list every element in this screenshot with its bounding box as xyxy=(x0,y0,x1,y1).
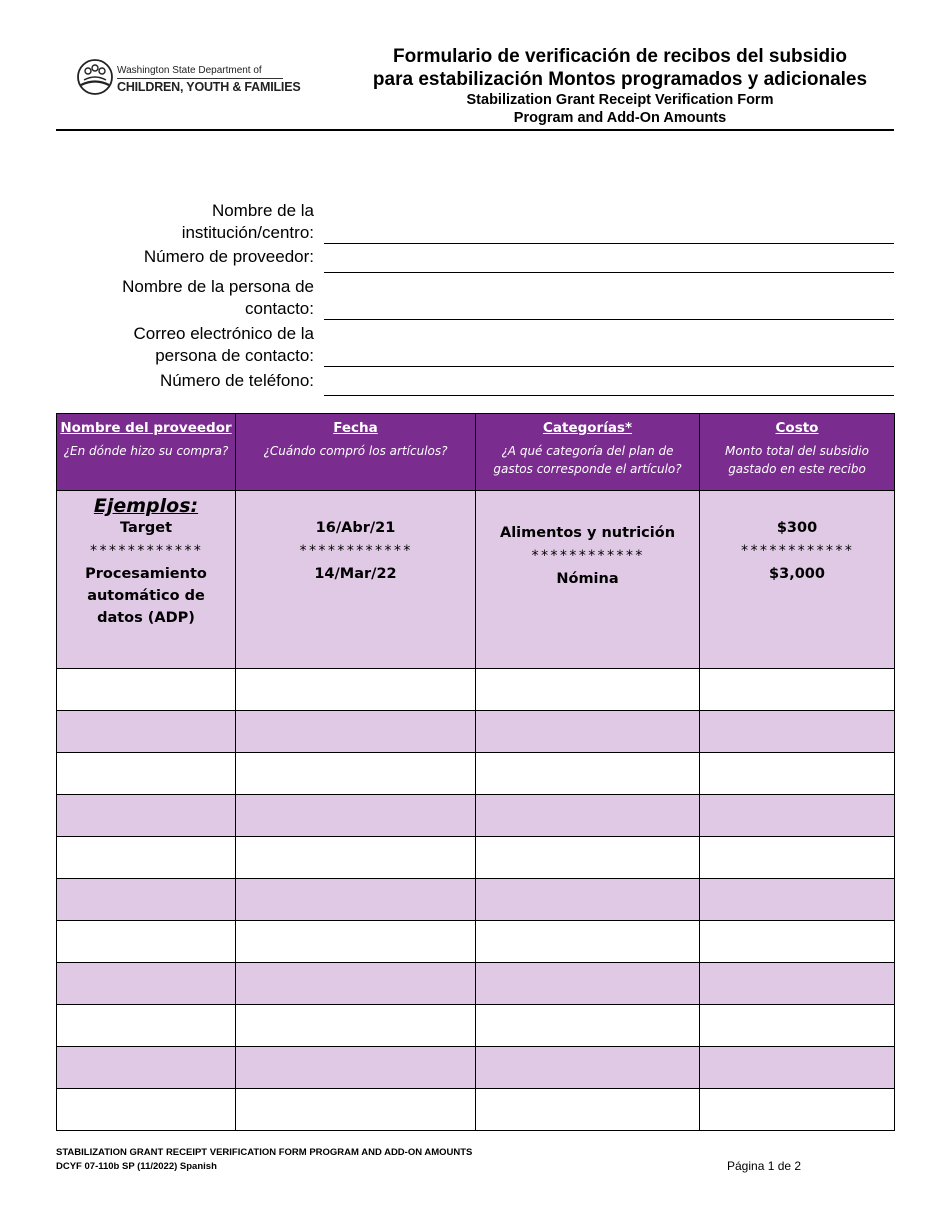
header-divider xyxy=(56,129,894,131)
table-row xyxy=(57,669,895,711)
date-cell[interactable] xyxy=(236,1089,476,1131)
table-row xyxy=(57,1047,895,1089)
contact-email-label: Correo electrónico de la persona de contacto: xyxy=(133,324,314,365)
dcyf-logo xyxy=(76,58,301,100)
cost-cell[interactable] xyxy=(700,753,895,795)
example-cost-cell: $300 ************ $3,000 xyxy=(700,491,895,669)
category-cell[interactable] xyxy=(476,711,700,753)
table-header-row xyxy=(57,414,895,491)
category-cell[interactable] xyxy=(476,753,700,795)
receipts-table xyxy=(56,413,895,1131)
table-row xyxy=(57,921,895,963)
column-header-categories: Categorías* ¿A qué categoría del plan de gastos corresponde el artículo? xyxy=(476,414,700,491)
cost-cell[interactable] xyxy=(700,795,895,837)
date-cell[interactable] xyxy=(236,753,476,795)
provider-cell[interactable] xyxy=(57,837,236,879)
category-cell[interactable] xyxy=(476,795,700,837)
provider-number-label: Número de proveedor: xyxy=(143,247,314,266)
table-row xyxy=(57,711,895,753)
category-cell[interactable] xyxy=(476,1089,700,1131)
title-english-line-2: Program and Add-On Amounts xyxy=(513,110,727,126)
provider-cell[interactable] xyxy=(57,795,236,837)
table-row xyxy=(57,753,895,795)
contact-email-field[interactable] xyxy=(324,366,894,367)
examples-heading: Ejemplos: xyxy=(93,495,199,517)
logo-line-1: Washington State Department of xyxy=(117,65,262,76)
table-row xyxy=(57,963,895,1005)
example-category-cell: Alimentos y nutrición ************ Nómina xyxy=(476,491,700,669)
cost-cell[interactable] xyxy=(700,711,895,753)
logo-line-2: CHILDREN, YOUTH & FAMILIES xyxy=(117,80,301,94)
cost-cell[interactable] xyxy=(700,837,895,879)
date-cell[interactable] xyxy=(236,921,476,963)
category-cell[interactable] xyxy=(476,879,700,921)
provider-cell[interactable] xyxy=(57,711,236,753)
date-cell[interactable] xyxy=(236,1005,476,1047)
cost-cell[interactable] xyxy=(700,921,895,963)
table-row xyxy=(57,1005,895,1047)
category-cell[interactable] xyxy=(476,1005,700,1047)
contact-name-label: Nombre de la persona de contacto: xyxy=(122,277,314,318)
phone-number-label: Número de teléfono: xyxy=(159,371,314,390)
date-cell[interactable] xyxy=(236,711,476,753)
provider-cell[interactable] xyxy=(57,1005,236,1047)
title-spanish-line-1: Formulario de verificación de recibos del subsidio xyxy=(392,46,847,67)
table-row xyxy=(57,879,895,921)
family-emblem-icon xyxy=(76,58,114,96)
category-cell[interactable] xyxy=(476,963,700,1005)
institution-name-label: Nombre de la institución/centro: xyxy=(181,201,314,242)
title-spanish-line-2: para estabilización Montos programados y adicionales xyxy=(372,69,868,90)
title-english-line-1: Stabilization Grant Receipt Verification Form xyxy=(466,92,774,108)
cost-cell[interactable] xyxy=(700,963,895,1005)
category-cell[interactable] xyxy=(476,921,700,963)
date-cell[interactable] xyxy=(236,1047,476,1089)
contact-name-field[interactable] xyxy=(324,319,894,320)
category-cell[interactable] xyxy=(476,1047,700,1089)
example-provider-cell: Ejemplos: Target ************ Procesamiento automático de datos (ADP) xyxy=(57,491,236,669)
date-cell[interactable] xyxy=(236,795,476,837)
cost-cell[interactable] xyxy=(700,669,895,711)
table-row xyxy=(57,795,895,837)
provider-cell[interactable] xyxy=(57,879,236,921)
column-header-provider: Nombre del proveedor ¿En dónde hizo su compra? xyxy=(57,414,236,491)
date-cell[interactable] xyxy=(236,879,476,921)
cost-cell[interactable] xyxy=(700,1047,895,1089)
provider-cell[interactable] xyxy=(57,963,236,1005)
page-number: Página 1 de 2 xyxy=(727,1159,802,1173)
provider-number-field[interactable] xyxy=(324,272,894,273)
cost-cell[interactable] xyxy=(700,1005,895,1047)
logo-divider xyxy=(117,78,283,79)
date-cell[interactable] xyxy=(236,669,476,711)
date-cell[interactable] xyxy=(236,963,476,1005)
provider-cell[interactable] xyxy=(57,753,236,795)
cost-cell[interactable] xyxy=(700,879,895,921)
institution-name-field[interactable] xyxy=(324,243,894,244)
column-header-date: Fecha ¿Cuándo compró los artículos? xyxy=(236,414,476,491)
provider-cell[interactable] xyxy=(57,669,236,711)
footer-form-number: DCYF 07-110b SP (11/2022) Spanish xyxy=(56,1161,217,1172)
provider-cell[interactable] xyxy=(57,921,236,963)
category-cell[interactable] xyxy=(476,669,700,711)
column-header-cost: Costo Monto total del subsidio gastado en este recibo xyxy=(700,414,895,491)
example-date-cell: 16/Abr/21 ************ 14/Mar/22 xyxy=(236,491,476,669)
table-row xyxy=(57,1089,895,1131)
cost-cell[interactable] xyxy=(700,1089,895,1131)
example-row xyxy=(57,491,895,669)
category-cell[interactable] xyxy=(476,837,700,879)
footer-form-title: STABILIZATION GRANT RECEIPT VERIFICATION FORM PROGRAM AND ADD-ON AMOUNTS xyxy=(56,1147,473,1158)
provider-cell[interactable] xyxy=(57,1047,236,1089)
table-row xyxy=(57,837,895,879)
provider-cell[interactable] xyxy=(57,1089,236,1131)
phone-number-field[interactable] xyxy=(324,395,894,396)
date-cell[interactable] xyxy=(236,837,476,879)
